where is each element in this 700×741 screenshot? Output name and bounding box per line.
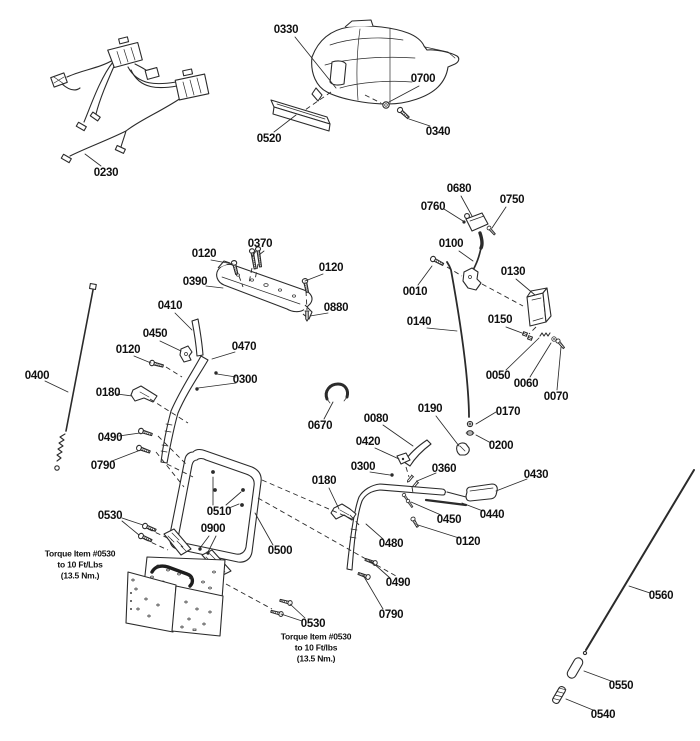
part-label-0440: 0440: [479, 509, 505, 521]
part-label-0360: 0360: [431, 463, 457, 475]
wiring-harness-drawing: [51, 37, 209, 163]
part-label-0130: 0130: [500, 266, 526, 278]
part-label-0550: 0550: [608, 680, 634, 692]
part-label-0490-a: 0490: [97, 432, 123, 444]
part-label-0180-a: 0180: [95, 387, 121, 399]
part-label-0510: 0510: [206, 506, 232, 518]
part-label-0140: 0140: [406, 316, 432, 328]
part-label-0790-a: 0790: [90, 460, 116, 472]
part-label-0050: 0050: [485, 370, 511, 382]
part-label-0900: 0900: [200, 523, 226, 535]
part-label-0500: 0500: [267, 545, 293, 557]
part-label-0340: 0340: [425, 126, 451, 138]
part-label-0450-b: 0450: [436, 514, 462, 526]
part-label-0700: 0700: [410, 73, 436, 85]
part-label-0070: 0070: [543, 391, 569, 403]
torque-note-bottom: Torque Item #0530 to 10 Ft/lbs (13.5 Nm.): [280, 631, 352, 664]
part-label-0790-b: 0790: [378, 609, 404, 621]
part-label-0470: 0470: [231, 341, 257, 353]
part-label-0750: 0750: [499, 194, 525, 206]
part-label-0410: 0410: [157, 300, 183, 312]
upper-bracket-drawing: [217, 246, 312, 321]
part-label-0450-a: 0450: [142, 328, 168, 340]
part-label-0540: 0540: [590, 709, 616, 721]
part-label-0420: 0420: [355, 436, 381, 448]
chute-rod-drawing: [551, 470, 694, 705]
part-label-0430: 0430: [523, 469, 549, 481]
part-label-0120-b: 0120: [318, 262, 344, 274]
left-handle-drawing: [55, 284, 218, 471]
part-label-0530-b: 0530: [300, 618, 326, 630]
part-label-0080: 0080: [363, 413, 389, 425]
part-label-0520: 0520: [256, 133, 282, 145]
screw-0340: [396, 106, 410, 119]
part-label-0330: 0330: [273, 24, 299, 36]
part-label-0170: 0170: [495, 406, 521, 418]
part-label-0480: 0480: [378, 538, 404, 550]
loop-handle-frame-drawing: [126, 450, 293, 636]
part-label-0060: 0060: [513, 378, 539, 390]
part-label-0180-b: 0180: [311, 475, 337, 487]
torque-note-left: Torque Item #0530 to 10 Ft/Lbs (13.5 Nm.): [44, 548, 116, 581]
part-label-0560: 0560: [648, 590, 674, 602]
part-label-0190: 0190: [417, 403, 443, 415]
part-label-0120-c: 0120: [115, 344, 141, 356]
part-label-0120-d: 0120: [455, 536, 481, 548]
part-label-0010: 0010: [402, 286, 428, 298]
part-label-0670: 0670: [307, 420, 333, 432]
part-label-0370: 0370: [247, 238, 273, 250]
part-label-0100: 0100: [438, 238, 464, 250]
part-label-0880: 0880: [323, 302, 349, 314]
part-label-0390: 0390: [182, 276, 208, 288]
part-label-0680: 0680: [446, 183, 472, 195]
part-label-0760: 0760: [420, 201, 446, 213]
part-label-0150: 0150: [487, 314, 513, 326]
cover-trim-strip-drawing: [271, 100, 330, 131]
part-label-0120-a: 0120: [191, 248, 217, 260]
part-label-0400: 0400: [24, 370, 50, 382]
part-label-0200: 0200: [488, 440, 514, 452]
part-label-0300-b: 0300: [350, 461, 376, 473]
console-cover-drawing: [312, 20, 459, 104]
part-label-0490-b: 0490: [385, 577, 411, 589]
part-label-0230: 0230: [93, 167, 119, 179]
part-label-0530-a: 0530: [97, 510, 123, 522]
spring-clip-drawing: [326, 384, 347, 403]
washer-0700: [383, 102, 389, 108]
part-label-0300-a: 0300: [232, 374, 258, 386]
